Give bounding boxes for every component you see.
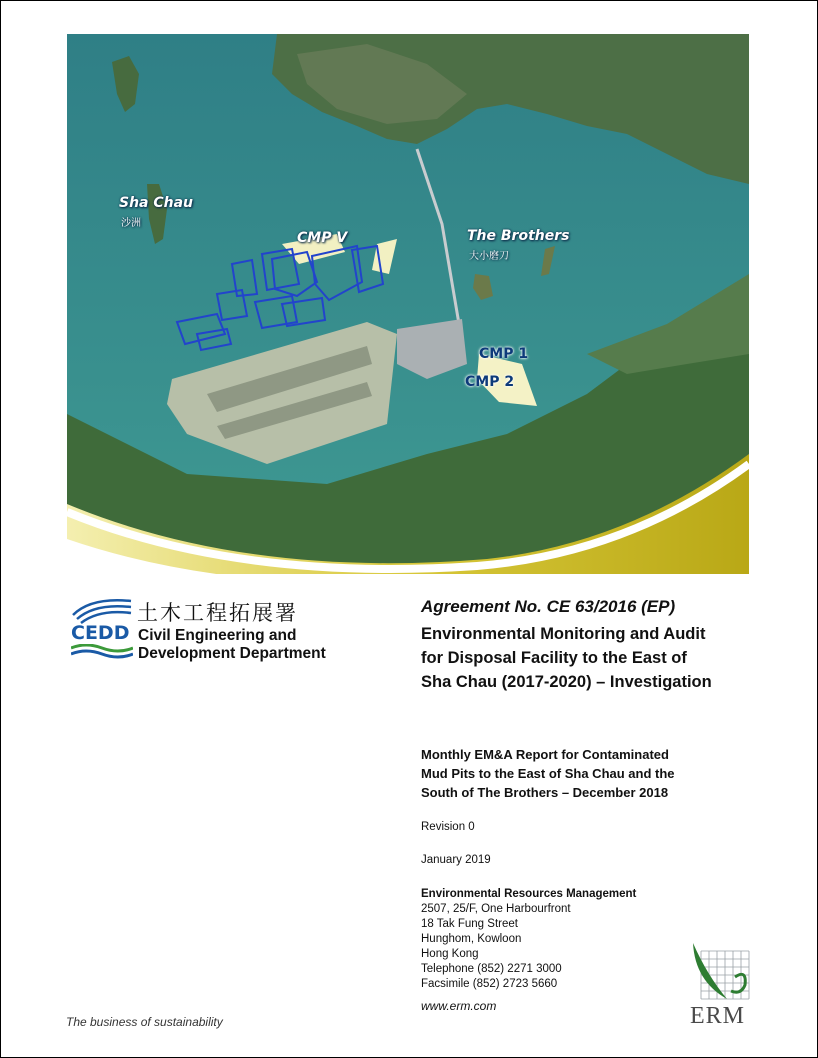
agreement-number: Agreement No. CE 63/2016 (EP): [421, 597, 676, 616]
telephone: Telephone (852) 2271 3000: [421, 963, 562, 975]
map-label-the-brothers-chinese: 大小磨刀: [469, 251, 509, 262]
erm-logo: [687, 941, 751, 1031]
map-label-cmp-2: CMP 2: [465, 374, 515, 390]
website-link[interactable]: www.erm.com: [421, 999, 497, 1013]
aerial-map-graphic: [67, 34, 749, 574]
report-date: January 2019: [421, 854, 491, 866]
company-name: Environmental Resources Management: [421, 888, 637, 900]
cedd-logo: [71, 597, 351, 667]
report-subtitle-line-3: South of The Brothers – December 2018: [421, 785, 669, 800]
report-subtitle-line-1: Monthly EM&A Report for Contaminated: [421, 747, 669, 762]
erm-grid-leaf-icon: [687, 941, 751, 1003]
address-line-1: 2507, 25/F, One Harbourfront: [421, 903, 571, 915]
tagline: The business of sustainability: [66, 1015, 223, 1029]
cedd-name-line-1: Civil Engineering and: [138, 627, 297, 644]
erm-logo-text: ERM: [690, 1003, 746, 1029]
title-line-2: for Disposal Facility to the East of: [421, 649, 687, 667]
facsimile: Facsimile (852) 2723 5660: [421, 978, 558, 990]
title-line-3: Sha Chau (2017-2020) – Investigation: [421, 673, 712, 691]
aerial-map: [67, 34, 749, 574]
map-label-sha-chau: Sha Chau: [119, 195, 194, 211]
map-label-cmp-1: CMP 1: [479, 346, 529, 362]
address-line-3: Hunghom, Kowloon: [421, 933, 522, 945]
map-label-sha-chau-chinese: 沙洲: [121, 218, 141, 229]
report-subtitle-line-2: Mud Pits to the East of Sha Chau and the: [421, 766, 675, 781]
cedd-name-line-2: Development Department: [138, 645, 326, 662]
title-line-1: Environmental Monitoring and Audit: [421, 625, 706, 643]
address-line-2: 18 Tak Fung Street: [421, 918, 518, 930]
map-label-the-brothers: The Brothers: [467, 228, 570, 244]
cedd-abbreviation: CEDD: [71, 622, 130, 644]
report-title-block: [421, 597, 751, 694]
cedd-green-wave-icon: [71, 644, 133, 660]
revision-label: Revision 0: [421, 821, 475, 833]
cedd-chinese-name: 土木工程拓展署: [137, 601, 298, 625]
address-line-4: Hong Kong: [421, 948, 479, 960]
map-label-cmp-v: CMP V: [297, 230, 348, 246]
